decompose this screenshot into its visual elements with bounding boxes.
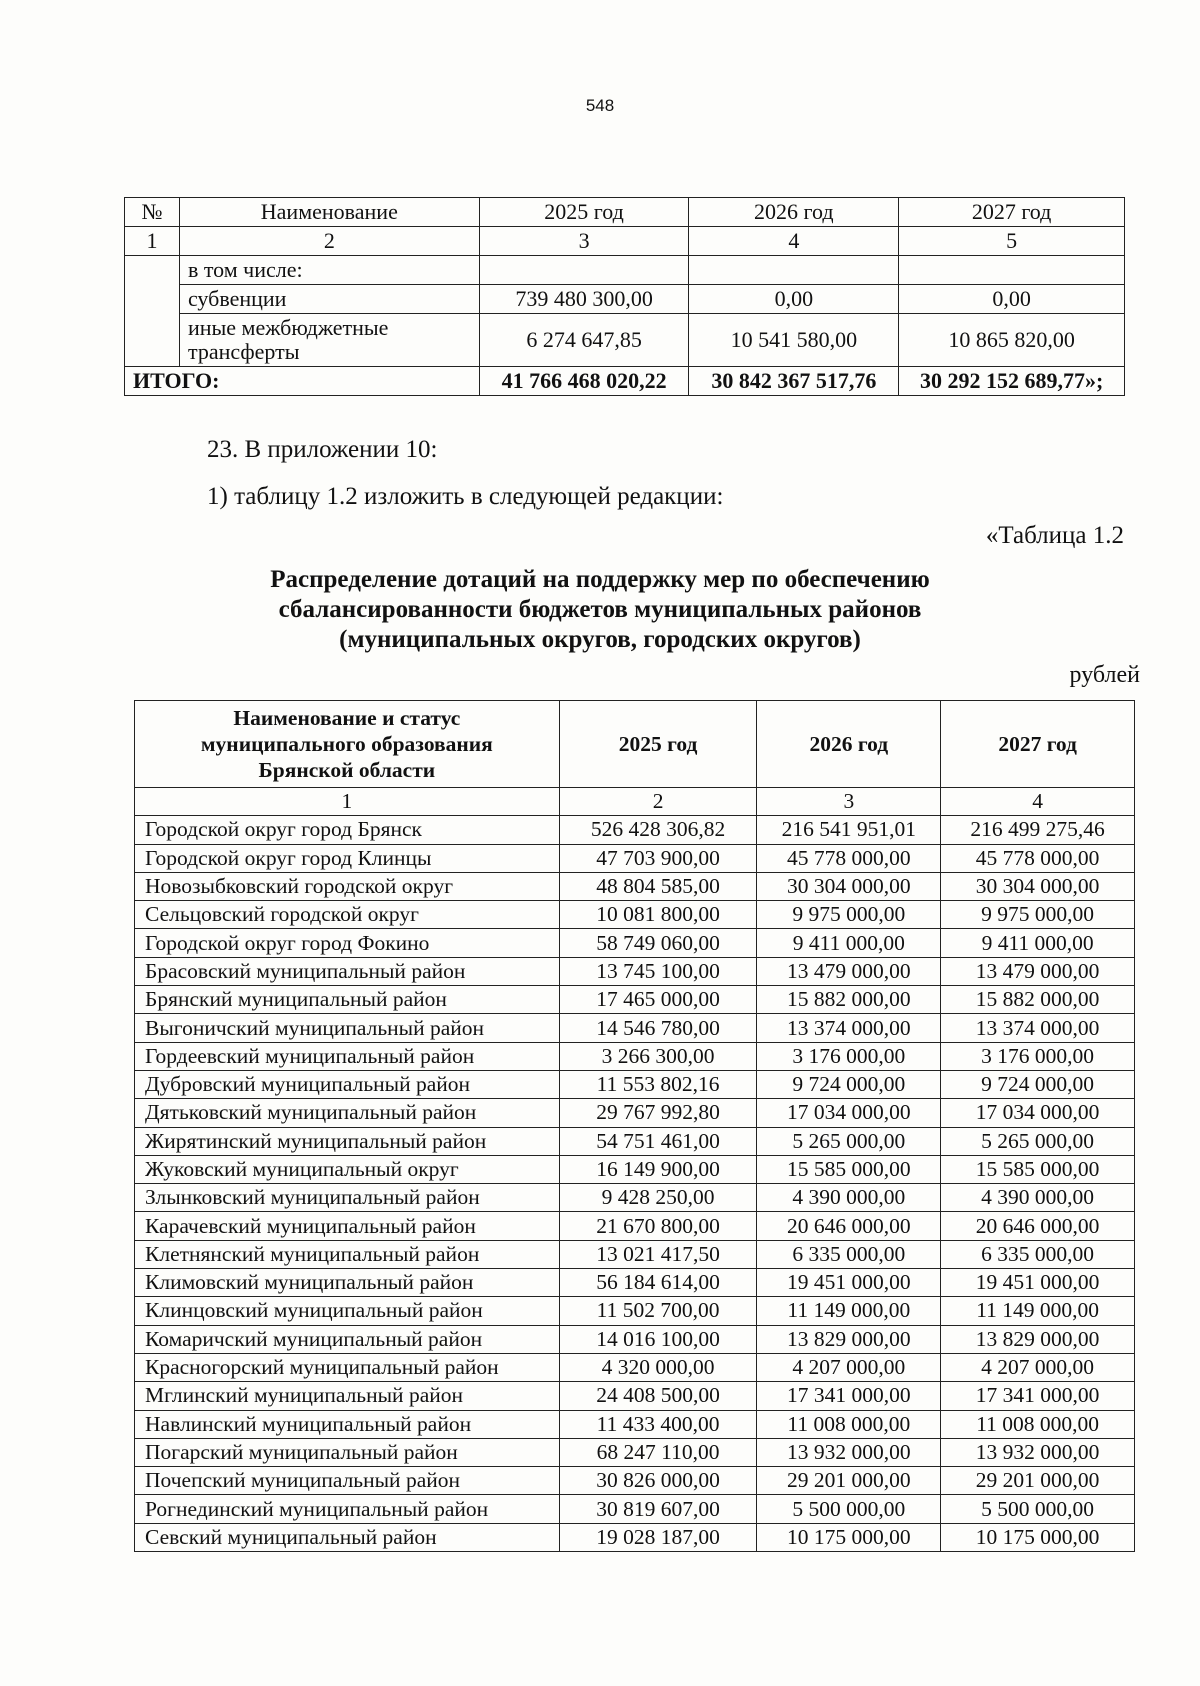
value-2026: 4 207 000,00 bbox=[757, 1353, 941, 1381]
value-2025: 13 745 100,00 bbox=[559, 957, 757, 985]
table-row bbox=[135, 1127, 1135, 1155]
table-row bbox=[135, 1155, 1135, 1183]
column-header: 2027 год bbox=[899, 198, 1125, 227]
title-line: Распределение дотаций на поддержку мер по обеспечению bbox=[270, 566, 930, 593]
index-cell: 2 bbox=[179, 227, 479, 256]
value-2027: 20 646 000,00 bbox=[941, 1212, 1135, 1240]
value-2026: 9 411 000,00 bbox=[757, 929, 941, 957]
municipality-name: Мглинский муниципальный район bbox=[135, 1382, 560, 1410]
municipality-name: Жирятинский муниципальный район bbox=[135, 1127, 560, 1155]
column-header: 2026 год bbox=[689, 198, 899, 227]
municipality-name: Брасовский муниципальный район bbox=[135, 957, 560, 985]
municipality-name: Городской округ город Фокино bbox=[135, 929, 560, 957]
value-2025: 47 703 900,00 bbox=[559, 844, 757, 872]
municipality-name: Выгоничский муниципальный район bbox=[135, 1014, 560, 1042]
column-header: 2025 год bbox=[559, 701, 757, 788]
value-2027: 13 932 000,00 bbox=[941, 1438, 1135, 1466]
table-row bbox=[135, 1297, 1135, 1325]
value-2026: 13 932 000,00 bbox=[757, 1438, 941, 1466]
value-2027: 10 175 000,00 bbox=[941, 1523, 1135, 1551]
municipality-name: Городской округ город Клинцы bbox=[135, 844, 560, 872]
column-header: Наименование и статус муниципального образования Брянской области bbox=[135, 701, 560, 788]
table-header-row bbox=[135, 701, 1135, 788]
table-row bbox=[125, 285, 1125, 314]
column-header: 2026 год bbox=[757, 701, 941, 788]
value-2027: 19 451 000,00 bbox=[941, 1269, 1135, 1297]
column-header: 2027 год bbox=[941, 701, 1135, 788]
table-reference: «Таблица 1.2 bbox=[985, 522, 1124, 549]
empty-cell bbox=[479, 256, 689, 285]
value-2025: 3 266 300,00 bbox=[559, 1042, 757, 1070]
value-2027: 9 975 000,00 bbox=[941, 901, 1135, 929]
value-2026: 9 975 000,00 bbox=[757, 901, 941, 929]
value-2026: 13 829 000,00 bbox=[757, 1325, 941, 1353]
paragraph: 23. В приложении 10: bbox=[207, 436, 438, 463]
value-2025: 10 081 800,00 bbox=[559, 901, 757, 929]
total-row bbox=[125, 367, 1125, 396]
table-row bbox=[135, 816, 1135, 844]
value-2025: 14 016 100,00 bbox=[559, 1325, 757, 1353]
value-2027: 13 374 000,00 bbox=[941, 1014, 1135, 1042]
empty-cell bbox=[899, 256, 1125, 285]
value-2025: 13 021 417,50 bbox=[559, 1240, 757, 1268]
index-cell: 1 bbox=[135, 788, 560, 816]
value-2025: 56 184 614,00 bbox=[559, 1269, 757, 1297]
row-name: иные межбюджетные трансферты bbox=[179, 314, 479, 367]
municipality-name: Клетнянский муниципальный район bbox=[135, 1240, 560, 1268]
table-row bbox=[125, 256, 1125, 285]
table-row bbox=[135, 1099, 1135, 1127]
empty-cell bbox=[689, 256, 899, 285]
column-header: Наименование bbox=[179, 198, 479, 227]
value-2025: 526 428 306,82 bbox=[559, 816, 757, 844]
column-header: 2025 год bbox=[479, 198, 689, 227]
value-2026: 15 585 000,00 bbox=[757, 1155, 941, 1183]
table-row bbox=[135, 1467, 1135, 1495]
value-2025: 6 274 647,85 bbox=[479, 314, 689, 367]
value-2025: 19 028 187,00 bbox=[559, 1523, 757, 1551]
index-cell: 3 bbox=[479, 227, 689, 256]
page-number: 548 bbox=[585, 96, 615, 115]
value-2026: 10 175 000,00 bbox=[757, 1523, 941, 1551]
municipality-name: Красногорский муниципальный район bbox=[135, 1353, 560, 1381]
table-row bbox=[135, 1269, 1135, 1297]
value-2027: 15 882 000,00 bbox=[941, 986, 1135, 1014]
municipality-name: Злынковский муниципальный район bbox=[135, 1184, 560, 1212]
municipality-name: Севский муниципальный район bbox=[135, 1523, 560, 1551]
value-2027: 216 499 275,46 bbox=[941, 816, 1135, 844]
index-cell: 4 bbox=[689, 227, 899, 256]
index-cell: 3 bbox=[757, 788, 941, 816]
value-2027: 10 865 820,00 bbox=[899, 314, 1125, 367]
value-2026: 216 541 951,01 bbox=[757, 816, 941, 844]
value-2025: 30 819 607,00 bbox=[559, 1495, 757, 1523]
table-row bbox=[135, 1353, 1135, 1381]
municipality-name: Рогнединский муниципальный район bbox=[135, 1495, 560, 1523]
value-2027: 29 201 000,00 bbox=[941, 1467, 1135, 1495]
municipality-name: Дятьковский муниципальный район bbox=[135, 1099, 560, 1127]
value-2026: 0,00 bbox=[689, 285, 899, 314]
municipality-name: Почепский муниципальный район bbox=[135, 1467, 560, 1495]
value-2025: 17 465 000,00 bbox=[559, 986, 757, 1014]
index-cell: 2 bbox=[559, 788, 757, 816]
value-2027: 45 778 000,00 bbox=[941, 844, 1135, 872]
total-2026: 30 842 367 517,76 bbox=[689, 367, 899, 396]
value-2027: 11 008 000,00 bbox=[941, 1410, 1135, 1438]
index-row bbox=[125, 227, 1125, 256]
table-row bbox=[135, 1438, 1135, 1466]
municipality-name: Брянский муниципальный район bbox=[135, 986, 560, 1014]
municipality-name: Комаричский муниципальный район bbox=[135, 1325, 560, 1353]
municipality-name: Новозыбковский городской округ bbox=[135, 872, 560, 900]
value-2026: 15 882 000,00 bbox=[757, 986, 941, 1014]
value-2027: 4 390 000,00 bbox=[941, 1184, 1135, 1212]
value-2026: 13 374 000,00 bbox=[757, 1014, 941, 1042]
value-2026: 30 304 000,00 bbox=[757, 872, 941, 900]
municipality-name: Дубровский муниципальный район bbox=[135, 1070, 560, 1098]
value-2026: 5 500 000,00 bbox=[757, 1495, 941, 1523]
value-2027: 5 265 000,00 bbox=[941, 1127, 1135, 1155]
value-2025: 16 149 900,00 bbox=[559, 1155, 757, 1183]
table-row bbox=[135, 1070, 1135, 1098]
value-2026: 5 265 000,00 bbox=[757, 1127, 941, 1155]
table-row bbox=[135, 901, 1135, 929]
municipality-name: Погарский муниципальный район bbox=[135, 1438, 560, 1466]
municipality-name: Городской округ город Брянск bbox=[135, 816, 560, 844]
value-2027: 30 304 000,00 bbox=[941, 872, 1135, 900]
value-2026: 45 778 000,00 bbox=[757, 844, 941, 872]
value-2026: 11 008 000,00 bbox=[757, 1410, 941, 1438]
value-2026: 3 176 000,00 bbox=[757, 1042, 941, 1070]
value-2027: 3 176 000,00 bbox=[941, 1042, 1135, 1070]
index-cell: 1 bbox=[125, 227, 180, 256]
value-2026: 29 201 000,00 bbox=[757, 1467, 941, 1495]
table-title bbox=[0, 565, 1200, 655]
budget-summary-table bbox=[124, 197, 1125, 396]
table-row bbox=[135, 1523, 1135, 1551]
value-2027: 5 500 000,00 bbox=[941, 1495, 1135, 1523]
table-row bbox=[135, 844, 1135, 872]
table-body bbox=[135, 816, 1135, 1552]
value-2026: 20 646 000,00 bbox=[757, 1212, 941, 1240]
value-2025: 9 428 250,00 bbox=[559, 1184, 757, 1212]
including-label: в том числе: bbox=[179, 256, 479, 285]
value-2026: 11 149 000,00 bbox=[757, 1297, 941, 1325]
table-row bbox=[135, 872, 1135, 900]
value-2027: 13 479 000,00 bbox=[941, 957, 1135, 985]
value-2026: 19 451 000,00 bbox=[757, 1269, 941, 1297]
table-row bbox=[135, 1042, 1135, 1070]
index-cell: 5 bbox=[899, 227, 1125, 256]
municipality-name: Навлинский муниципальный район bbox=[135, 1410, 560, 1438]
value-2025: 24 408 500,00 bbox=[559, 1382, 757, 1410]
table-row bbox=[135, 929, 1135, 957]
units-label: рублей bbox=[1069, 662, 1140, 688]
table-row bbox=[135, 1184, 1135, 1212]
municipality-name: Клинцовский муниципальный район bbox=[135, 1297, 560, 1325]
index-cell: 4 bbox=[941, 788, 1135, 816]
index-row bbox=[135, 788, 1135, 816]
municipality-name: Жуковский муниципальный округ bbox=[135, 1155, 560, 1183]
value-2025: 54 751 461,00 bbox=[559, 1127, 757, 1155]
subsidies-table bbox=[134, 700, 1135, 1552]
value-2025: 11 502 700,00 bbox=[559, 1297, 757, 1325]
value-2026: 17 034 000,00 bbox=[757, 1099, 941, 1127]
value-2027: 11 149 000,00 bbox=[941, 1297, 1135, 1325]
value-2025: 30 826 000,00 bbox=[559, 1467, 757, 1495]
table-row bbox=[135, 1325, 1135, 1353]
value-2027: 9 724 000,00 bbox=[941, 1070, 1135, 1098]
value-2025: 58 749 060,00 bbox=[559, 929, 757, 957]
value-2027: 17 341 000,00 bbox=[941, 1382, 1135, 1410]
value-2025: 14 546 780,00 bbox=[559, 1014, 757, 1042]
value-2027: 17 034 000,00 bbox=[941, 1099, 1135, 1127]
table-row bbox=[135, 986, 1135, 1014]
value-2026: 9 724 000,00 bbox=[757, 1070, 941, 1098]
table-header-row bbox=[125, 198, 1125, 227]
table-row bbox=[135, 1212, 1135, 1240]
municipality-name: Карачевский муниципальный район bbox=[135, 1212, 560, 1240]
row-name: субвенции bbox=[179, 285, 479, 314]
value-2026: 10 541 580,00 bbox=[689, 314, 899, 367]
table-row bbox=[135, 1382, 1135, 1410]
value-2027: 6 335 000,00 bbox=[941, 1240, 1135, 1268]
value-2027: 0,00 bbox=[899, 285, 1125, 314]
table-row bbox=[135, 957, 1135, 985]
column-header: № bbox=[125, 198, 180, 227]
value-2027: 9 411 000,00 bbox=[941, 929, 1135, 957]
title-line: сбалансированности бюджетов муниципальных районов bbox=[278, 596, 922, 623]
table-row bbox=[135, 1014, 1135, 1042]
paragraph: 1) таблицу 1.2 изложить в следующей редакции: bbox=[207, 483, 724, 510]
value-2025: 11 433 400,00 bbox=[559, 1410, 757, 1438]
table-row bbox=[125, 314, 1125, 367]
value-2026: 13 479 000,00 bbox=[757, 957, 941, 985]
value-2026: 6 335 000,00 bbox=[757, 1240, 941, 1268]
empty-cell bbox=[125, 256, 180, 367]
value-2025: 68 247 110,00 bbox=[559, 1438, 757, 1466]
value-2025: 11 553 802,16 bbox=[559, 1070, 757, 1098]
value-2025: 29 767 992,80 bbox=[559, 1099, 757, 1127]
table-row bbox=[135, 1495, 1135, 1523]
value-2026: 17 341 000,00 bbox=[757, 1382, 941, 1410]
municipality-name: Гордеевский муниципальный район bbox=[135, 1042, 560, 1070]
title-line: (муниципальных округов, городских округов) bbox=[339, 626, 861, 653]
total-2027: 30 292 152 689,77»; bbox=[899, 367, 1125, 396]
value-2027: 4 207 000,00 bbox=[941, 1353, 1135, 1381]
table-row bbox=[135, 1240, 1135, 1268]
value-2025: 21 670 800,00 bbox=[559, 1212, 757, 1240]
value-2027: 13 829 000,00 bbox=[941, 1325, 1135, 1353]
value-2025: 48 804 585,00 bbox=[559, 872, 757, 900]
municipality-name: Сельцовский городской округ bbox=[135, 901, 560, 929]
total-label: ИТОГО: bbox=[125, 367, 480, 396]
table-row bbox=[135, 1410, 1135, 1438]
value-2027: 15 585 000,00 bbox=[941, 1155, 1135, 1183]
total-2025: 41 766 468 020,22 bbox=[479, 367, 689, 396]
value-2026: 4 390 000,00 bbox=[757, 1184, 941, 1212]
municipality-name: Климовский муниципальный район bbox=[135, 1269, 560, 1297]
value-2025: 739 480 300,00 bbox=[479, 285, 689, 314]
value-2025: 4 320 000,00 bbox=[559, 1353, 757, 1381]
